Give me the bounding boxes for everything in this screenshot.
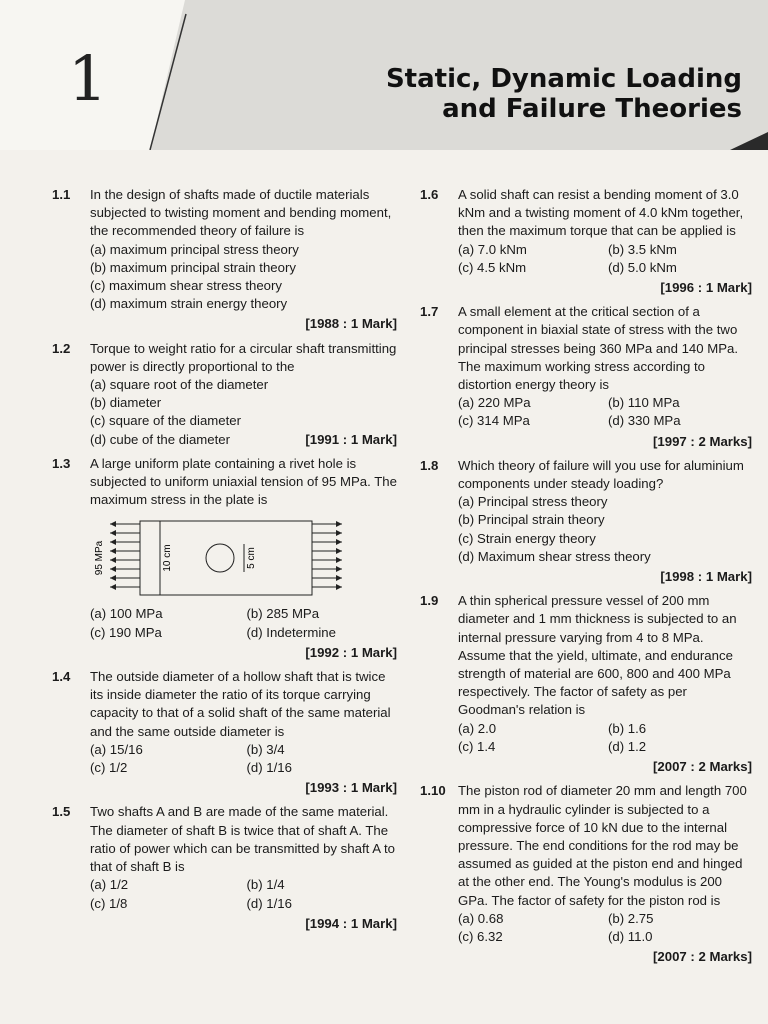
option-b: (b) 285 MPa	[246, 606, 320, 622]
option-a: (a) 2.0	[458, 720, 497, 736]
chapter-title-line1: Static, Dynamic Loading	[385, 64, 742, 94]
question-number: 1.6	[420, 187, 439, 202]
chapter-title	[302, 64, 742, 124]
option-d: (d) maximum strain energy theory	[90, 296, 288, 312]
question-number: 1.3	[52, 455, 71, 471]
option-c: (c) 1/8	[90, 895, 128, 911]
question-number: 1.1	[52, 187, 71, 202]
question-text: Torque to weight ratio for a circular shaft transmitting power is directly proportional to the	[90, 340, 397, 374]
question-text: A solid shaft can resist a bending moment of 3.0 kNm and a twisting moment of 4.0 kNm together, then the maximum torque that can be applied is	[458, 187, 744, 239]
question-number: 1.5	[52, 804, 71, 820]
option-a: (a) 15/16	[90, 741, 143, 757]
hole-diameter-label: 5 cm	[246, 547, 257, 570]
question-text: A thin spherical pressure vessel of 200 mm diameter and 1 mm thickness is subjected to an internal pressure varying from 4 to 8 MPa. Assume that the yield, ultimate, and endurance strength of material are 600, 800 and 400 MPa respectively. The factor of safety as per Goodman's relation is	[458, 593, 737, 718]
question-number: 1.9	[420, 593, 439, 609]
year-mark: [1991 : 1 Mark]	[305, 431, 397, 447]
option-b: (b) 3.5 kNm	[608, 241, 677, 257]
option-d: (d) 5.0 kNm	[608, 259, 677, 275]
year-mark: [1993 : 1 Mark]	[305, 780, 397, 796]
question-1-9	[420, 592, 752, 776]
question-text: Two shafts A and B are made of the same material. The diameter of shaft B is twice that of shaft A. The ratio of power which can be transmitted by shaft A to that of shaft B is	[90, 804, 395, 875]
option-c: (c) 1/2	[90, 760, 128, 776]
left-column	[52, 186, 397, 939]
option-a: (a) maximum principal stress theory	[90, 241, 299, 257]
option-a: (a) 1/2	[90, 877, 129, 893]
option-b: (b) 3/4	[246, 741, 285, 757]
question-1-4	[52, 668, 397, 797]
question-text: In the design of shafts made of ductile materials subjected to twisting moment and bending moment, the recommended theory of failure is	[90, 187, 392, 239]
question-1-5	[52, 803, 397, 932]
question-text: The outside diameter of a hollow shaft that is twice its inside diameter the ratio of its torque carrying capacity to that of a solid shaft of the same material and the same outside diameter is	[90, 669, 391, 739]
question-text: Which theory of failure will you use for aluminium components under steady loading?	[458, 457, 744, 492]
option-a: (a) 0.68	[458, 910, 504, 926]
question-1-2	[52, 340, 397, 449]
chapter-header	[0, 0, 768, 150]
chapter-number: 1	[68, 42, 108, 115]
question-1-3	[52, 455, 397, 510]
option-d: (d) 330 MPa	[608, 413, 681, 429]
question-text: A large uniform plate containing a rivet hole is subjected to uniform uniaxial tension of 95 MPa. The maximum stress in the plate is	[90, 455, 397, 508]
option-b: (b) 1.6	[608, 720, 647, 736]
option-c: (c) 4.5 kNm	[458, 259, 527, 275]
year-mark: [1997 : 2 Marks]	[653, 433, 752, 449]
option-a: (a) 100 MPa	[90, 606, 163, 622]
question-1-1	[52, 186, 397, 334]
option-c: (c) 190 MPa	[90, 624, 162, 640]
question-1-10	[420, 782, 752, 966]
option-b: (b) 2.75	[608, 910, 654, 926]
option-b: (b) 1/4	[246, 877, 285, 893]
option-b: (b) Principal strain theory	[458, 512, 605, 528]
option-c: (c) 1.4	[458, 738, 496, 754]
question-number: 1.2	[52, 340, 71, 356]
year-mark: [1998 : 1 Mark]	[660, 569, 752, 585]
option-c: (c) 314 MPa	[458, 413, 530, 429]
year-mark: [1994 : 1 Mark]	[305, 915, 397, 931]
plate-width-label: 10 cm	[162, 544, 173, 573]
question-1-8	[420, 457, 752, 586]
option-c: (c) 6.32	[458, 928, 503, 944]
question-text: The piston rod of diameter 20 mm and length 700 mm in a hydraulic cylinder is subjected to a compressive force of 10 kN due to the internal pressure. The end conditions for the rod may be assumed as guided at the piston end and hinged at the other end. The Young's modulus is 200 GPa. The factor of safety for the piston rod is	[458, 783, 747, 908]
year-mark: [2007 : 2 Marks]	[653, 759, 752, 775]
option-b: (b) diameter	[90, 395, 162, 411]
question-1-7	[420, 303, 752, 451]
option-c: (c) square of the diameter	[90, 413, 241, 429]
plate-with-hole-figure	[52, 515, 397, 601]
option-b: (b) maximum principal strain theory	[90, 259, 296, 275]
stress-label: 95 MPa	[94, 541, 105, 576]
year-mark: [1996 : 1 Mark]	[660, 280, 752, 296]
option-d: (d) cube of the diameter	[90, 431, 231, 447]
question-number: 1.7	[420, 304, 439, 320]
option-a: (a) Principal stress theory	[458, 494, 608, 510]
option-d: (d) 1/16	[246, 760, 292, 776]
option-b: (b) 110 MPa	[608, 395, 680, 411]
option-d: (d) Indetermine	[246, 624, 336, 640]
option-d: (d) 1/16	[246, 895, 292, 911]
question-number: 1.10	[420, 783, 446, 799]
chapter-title-line2: and Failure Theories	[442, 94, 742, 124]
plate-diagram	[52, 515, 352, 601]
option-a: (a) 220 MPa	[458, 395, 531, 411]
option-c: (c) Strain energy theory	[458, 530, 596, 546]
question-1-6	[420, 186, 752, 297]
option-c: (c) maximum shear stress theory	[90, 278, 282, 294]
option-a: (a) 7.0 kNm	[458, 241, 527, 257]
option-d: (d) 1.2	[608, 738, 647, 754]
year-mark: [1988 : 1 Mark]	[305, 316, 397, 332]
question-number: 1.4	[52, 669, 71, 685]
question-text: A small element at the critical section of a component in biaxial state of stress with the two principal stresses being 360 MPa and 140 MPa. The maximum working stress according to distortion energy theory is	[458, 304, 739, 393]
question-1-3-options	[52, 605, 397, 662]
year-mark: [2007 : 2 Marks]	[653, 949, 752, 965]
year-mark: [1992 : 1 Mark]	[305, 644, 397, 660]
question-number: 1.8	[420, 457, 439, 473]
option-a: (a) square root of the diameter	[90, 377, 269, 393]
option-d: (d) Maximum shear stress theory	[458, 548, 651, 564]
right-column	[420, 186, 752, 972]
option-d: (d) 11.0	[608, 928, 653, 944]
